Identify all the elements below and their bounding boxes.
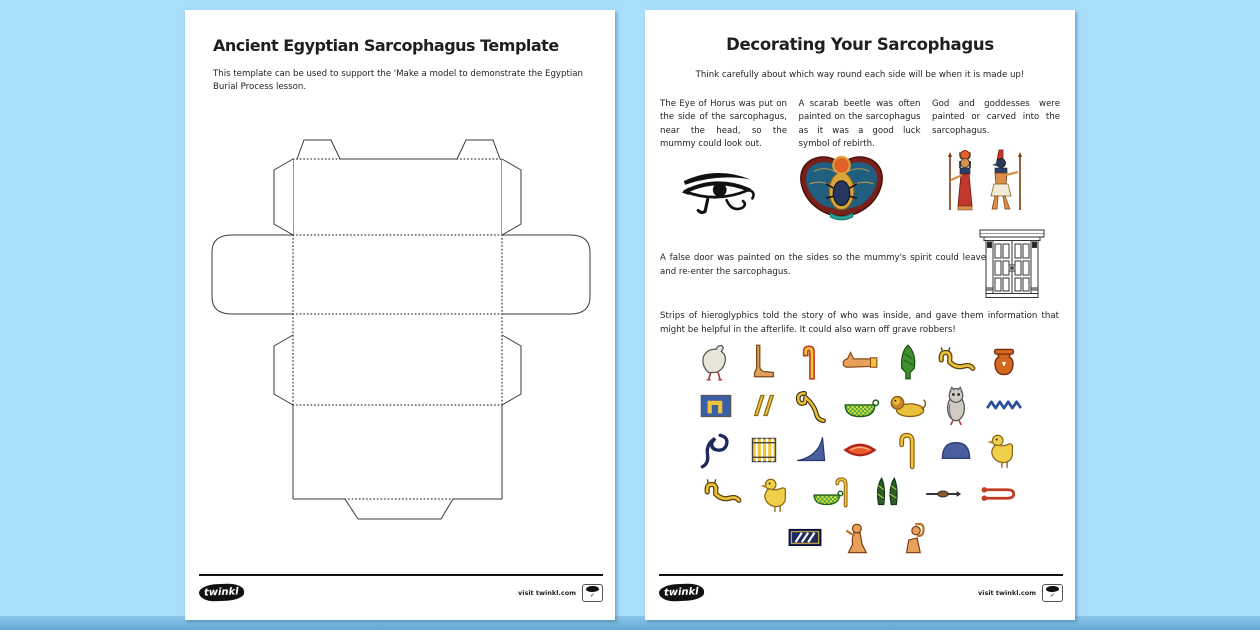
- hieroglyph-hill-slope-icon: [791, 429, 833, 471]
- footer: [659, 574, 1063, 604]
- hieroglyph-jar-stand-icon: [743, 429, 785, 471]
- twinkl-logo: twinkl: [199, 583, 244, 602]
- twinkl-quality-badge-icon: ✓: [1042, 584, 1063, 602]
- hieroglyph-double-strokes-icon: [743, 385, 785, 427]
- sarcophagus-net-diagram: [200, 125, 600, 525]
- hieroglyph-lion-icon: [887, 385, 929, 427]
- hieroglyphics-text: Strips of hieroglyphics told the story of who was inside, and gave them information that might be helpful in the afterlife. It could also warn off grave robbers!: [660, 311, 1059, 335]
- visit-link[interactable]: visit twinkl.com: [977, 588, 1036, 597]
- hieroglyph-pool-icon: [784, 517, 826, 559]
- info-columns: [660, 98, 1060, 151]
- page-title: Decorating Your Sarcophagus: [726, 35, 994, 54]
- scarab-beetle-icon: [795, 151, 888, 227]
- hieroglyph-fire-tongs-icon: [977, 473, 1019, 515]
- hieroglyph-basket-crook-icon: [811, 473, 853, 515]
- hieroglyph-mouth-icon: [839, 429, 881, 471]
- hieroglyph-row: [784, 517, 936, 559]
- hieroglyph-chick-icon: [983, 429, 1025, 471]
- page-sarcophagus-template: [185, 10, 615, 620]
- hieroglyph-seated-man-icon: [839, 517, 881, 559]
- hieroglyph-spindle-icon: [922, 473, 964, 515]
- hieroglyph-cobra-icon: [791, 385, 833, 427]
- god-and-goddess-icon: [935, 148, 1035, 218]
- hieroglyph-row: [701, 473, 1019, 515]
- page-subtitle: This template can be used to support the 'Make a model to demonstrate the Egyptian Burial Process lesson.: [213, 69, 583, 92]
- hieroglyph-reed-leaf-icon: [887, 341, 929, 383]
- hieroglyph-shelter-icon: [695, 385, 737, 427]
- false-door-text: A false door was painted on the sides so the mummy's spirit could leave and re-enter the sarcophagus.: [660, 253, 986, 277]
- hieroglyph-horned-viper-icon: [935, 341, 977, 383]
- twinkl-logo: twinkl: [659, 583, 704, 602]
- eye-of-horus-text: The Eye of Horus was put on the side of the sarcophagus, near the head, so the mummy could look out.: [660, 99, 787, 149]
- page-decorating-sarcophagus: [645, 10, 1075, 620]
- page-subtitle: Think carefully about which way round each side will be when it is made up!: [695, 70, 1025, 80]
- footer: [199, 574, 603, 604]
- hieroglyph-owl-icon: [935, 385, 977, 427]
- hieroglyph-water-ripple-icon: [983, 385, 1025, 427]
- hieroglyph-heart-pot-icon: [983, 341, 1025, 383]
- visit-link[interactable]: visit twinkl.com: [517, 588, 576, 597]
- hieroglyph-hand-icon: [839, 341, 881, 383]
- hieroglyph-vulture-icon: [695, 341, 737, 383]
- hieroglyph-flowering-reed-icon: [791, 341, 833, 383]
- hieroglyph-grid: [645, 341, 1075, 561]
- hieroglyph-row: [695, 429, 1025, 471]
- hieroglyph-crook-icon: [887, 429, 929, 471]
- twinkl-quality-badge-icon: ✓: [582, 584, 603, 602]
- page-title: Ancient Egyptian Sarcophagus Template: [213, 36, 559, 55]
- false-door-icon: [978, 228, 1046, 302]
- hieroglyph-rope-coil-icon: [695, 429, 737, 471]
- hieroglyph-double-reeds-icon: [867, 473, 909, 515]
- hieroglyph-leg-icon: [743, 341, 785, 383]
- hieroglyph-hill-icon: [935, 429, 977, 471]
- hieroglyph-horned-viper-icon: [701, 473, 743, 515]
- eye-of-horus-icon: [675, 168, 761, 216]
- hieroglyph-quail-chick-icon: [756, 473, 798, 515]
- hieroglyph-basket-icon: [839, 385, 881, 427]
- hieroglyph-seated-woman-icon: [894, 517, 936, 559]
- gods-text: God and goddesses were painted or carved into the sarcophagus.: [932, 99, 1060, 136]
- hieroglyph-row: [695, 385, 1025, 427]
- hieroglyph-row: [695, 341, 1025, 383]
- scarab-text: A scarab beetle was often painted on the sarcophagus as it was a good luck symbol of rebirth.: [798, 99, 921, 149]
